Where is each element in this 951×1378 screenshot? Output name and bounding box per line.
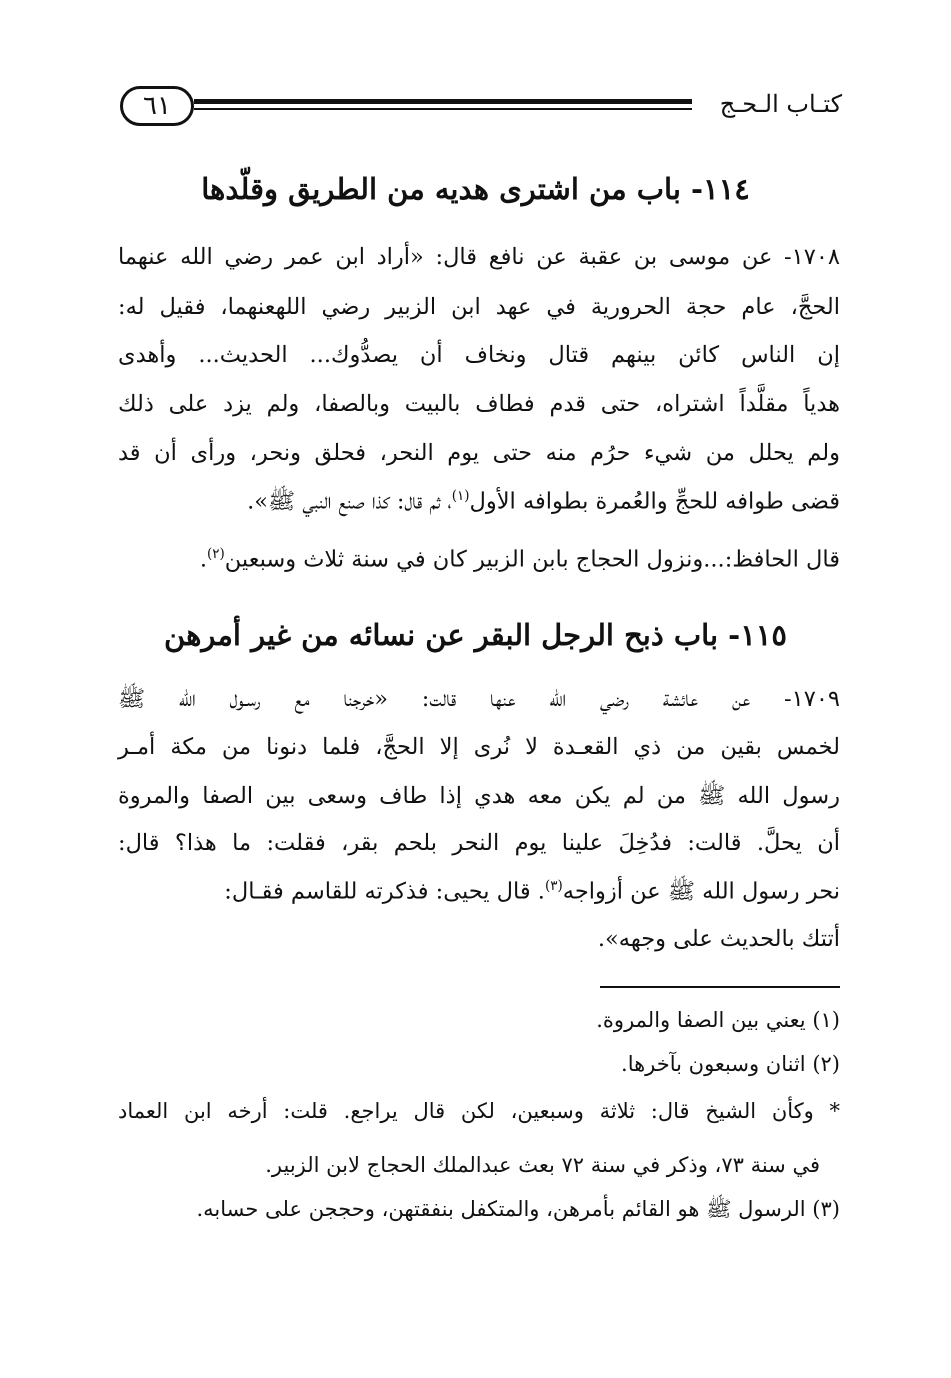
text-line: ولم يحلل من شيء حرُم منه حتى يوم النحر، فحلق ونحر، ورأى أن قد bbox=[118, 440, 840, 466]
text-line: لخمس بقين من ذي القعـدة لا نُرى إلا الحجَّ، فلما دنونا من مكة أمـر bbox=[118, 734, 840, 760]
footnote-note: * وكأن الشيخ قال: ثلاثة وسبعين، لكن قال يراجع. قلت: أرخه ابن العماد bbox=[118, 1099, 840, 1123]
header-rule-thin bbox=[194, 108, 692, 110]
section-heading-114: ١١٤- باب من اشترى هديه من الطريق وقلّدها bbox=[201, 172, 750, 206]
footnote: (١) يعني بين الصفا والمروة. bbox=[596, 1008, 840, 1032]
text-line: ١٧٠٩- عن عائشة رضي الله عنها قالت: «خرجنا مع رسـول الله ﷺ bbox=[118, 686, 840, 712]
footnote-ref: (٣) bbox=[544, 878, 563, 894]
footnote: (٢) اثنان وسبعون بآخرها. bbox=[621, 1052, 840, 1076]
text-line: ١٧٠٨- عن موسى بن عقبة عن نافع قال: «أراد ابن عمر رضي الله عنهما bbox=[118, 244, 840, 270]
text-line: رسول الله ﷺ من لم يكن معه هدي إذا طاف وسعى بين الصفا والمروة bbox=[118, 783, 840, 809]
text-segment: . قال يحيى: فذكرته للقاسم فقـال: bbox=[224, 878, 545, 905]
footnote-note: في سنة ٧٣، وذكر في سنة ٧٢ بعث عبدالملك الحجاج لابن الزبير. bbox=[265, 1153, 820, 1177]
text-line: إن الناس كائن بينهم قتال ونخاف أن يصدُّوك... الحديث... وأهدى bbox=[118, 342, 840, 368]
text-segment: نحر رسول الله ﷺ عن أزواجه bbox=[562, 878, 840, 905]
footnote-ref: (٢) bbox=[206, 546, 225, 562]
text-line: هدياً مقلَّداً اشتراه، حتى قدم فطاف بالبيت وبالصفا، ولم يزد على ذلك bbox=[118, 391, 840, 417]
section-heading-115: ١١٥- باب ذبح الرجل البقر عن نسائه من غير أمرهن bbox=[164, 618, 787, 652]
text-segment: . bbox=[199, 546, 207, 573]
text-line: أن يحلَّ. قالت: فدُخِلَ علينا يوم النحر بلحم بقر، فقلت: ما هذا؟ قال: bbox=[118, 830, 840, 856]
text-segment: قال الحافظ:...ونزول الحجاج بابن الزبير كان في سنة ثلاث وسبعين bbox=[224, 546, 840, 573]
text-segment: قضى طوافه للحجِّ والعُمرة بطوافه الأول bbox=[469, 488, 840, 515]
footnote-ref: (١) bbox=[451, 488, 470, 504]
footnote: (٣) الرسول ﷺ هو القائم بأمرهن، والمتكفل بنفقتهن، وحججن على حسابه. bbox=[196, 1197, 840, 1221]
running-title: كتـاب الـحـج bbox=[719, 90, 842, 118]
text-line: الحجَّ، عام حجة الحرورية في عهد ابن الزبير رضي اللهعنهما، فقيل له: bbox=[118, 294, 840, 320]
footnote-divider bbox=[600, 986, 840, 988]
text-line bbox=[118, 488, 840, 521]
text-line: أتتك بالحديث على وجهه». bbox=[597, 926, 840, 952]
text-line bbox=[118, 546, 840, 573]
header-rule bbox=[194, 99, 692, 104]
page-number: ٦١ bbox=[120, 86, 194, 126]
text-segment: ، ثم قال: كذا صنع النبي ﷺ». bbox=[247, 488, 452, 515]
page-header bbox=[120, 84, 842, 134]
text-line bbox=[118, 878, 840, 911]
